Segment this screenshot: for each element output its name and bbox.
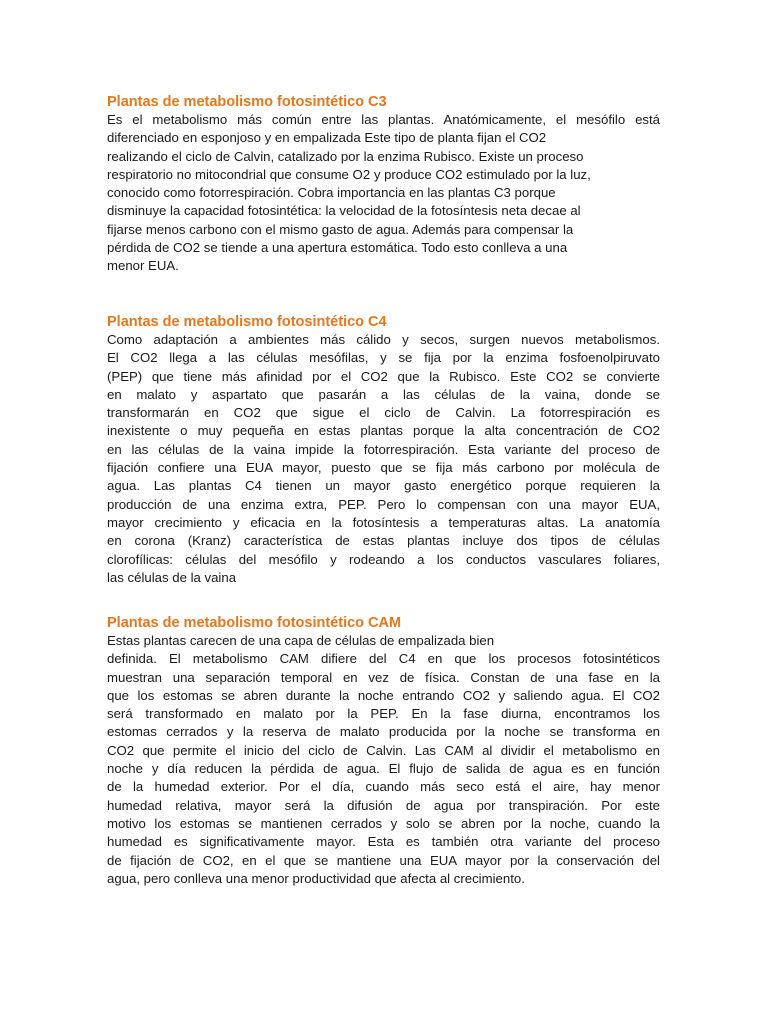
paragraph-line: que los estomas se abren durante la noche entrando CO2 y saliendo agua. El CO2 xyxy=(107,687,660,703)
paragraph-line: producción de una enzima extra, PEP. Pero lo compensan con una mayor EUA, xyxy=(107,496,660,512)
paragraph-line: agua. Las plantas C4 tienen un mayor gasto energético porque requieren la xyxy=(107,478,660,494)
paragraph-line: en las células de la vaina impide la fotorrespiración. Esta variante del proceso de xyxy=(107,441,660,457)
paragraph-line: fijación confiere una EUA mayor, puesto que se fija más carbono por molécula de xyxy=(107,460,660,476)
paragraph-line: (PEP) que tiene más afinidad por el CO2 que la Rubisco. Este CO2 se convierte xyxy=(107,368,660,384)
section-heading-c4: Plantas de metabolismo fotosintético C4 xyxy=(107,314,387,330)
paragraph-line: fijarse menos carbono con el mismo gasto de agua. Además para compensar la xyxy=(107,221,574,237)
section-c3 xyxy=(107,94,660,276)
paragraph-line: estomas cerrados y la reserva de malato producida por la noche se transforma en xyxy=(107,724,660,740)
section-c4 xyxy=(107,314,660,587)
section-heading-c3: Plantas de metabolismo fotosintético C3 xyxy=(107,94,387,110)
paragraph-line: respiratorio no mitocondrial que consume O2 y produce CO2 estimulado por la luz, xyxy=(107,166,591,182)
section-cam xyxy=(107,615,660,888)
section-body-c3 xyxy=(107,111,660,276)
paragraph-line: en malato y aspartato que pasarán a las células de la vaina, donde se xyxy=(107,386,660,402)
paragraph-line: transformarán en CO2 que sigue el ciclo de Calvin. La fotorrespiración es xyxy=(107,405,660,421)
paragraph-line: motivo los estomas se mantienen cerrados y solo se abren por la noche, cuando la xyxy=(107,815,660,831)
section-body-cam xyxy=(107,632,660,888)
paragraph-line: muestran una separación temporal en vez de física. Constan de una fase en la xyxy=(107,669,660,685)
paragraph-line: en corona (Kranz) característica de estas plantas incluye dos tipos de células xyxy=(107,533,660,549)
paragraph-line: de la humedad exterior. Por el día, cuando más seco está el aire, hay menor xyxy=(107,779,660,795)
paragraph-line: pérdida de CO2 se tiende a una apertura estomática. Todo esto conlleva a una xyxy=(107,240,568,256)
paragraph-line: menor EUA. xyxy=(107,258,179,274)
paragraph-line: realizando el ciclo de Calvin, catalizado por la enzima Rubisco. Existe un proceso xyxy=(107,148,584,164)
section-body-c4 xyxy=(107,331,660,587)
paragraph-line: conocido como fotorrespiración. Cobra importancia en las plantas C3 porque xyxy=(107,185,556,201)
paragraph-line: Estas plantas carecen de una capa de células de empalizada bien xyxy=(107,633,495,648)
paragraph-line: noche y día reducen la pérdida de agua. El flujo de salida de agua es en función xyxy=(107,761,660,777)
paragraph-line: humedad relativa, mayor será la difusión de agua por transpiración. Por este xyxy=(107,797,660,813)
paragraph-line: las células de la vaina xyxy=(107,569,237,585)
paragraph-line: Es el metabolismo más común entre las plantas. Anatómicamente, el mesófilo está xyxy=(107,112,660,127)
paragraph-line: diferenciado en esponjoso y en empalizada Este tipo de planta fijan el CO2 xyxy=(107,130,547,146)
section-heading-cam: Plantas de metabolismo fotosintético CAM xyxy=(107,615,402,631)
paragraph-line: El CO2 llega a las células mesófilas, y se fija por la enzima fosfoenolpiruvato xyxy=(107,350,660,366)
paragraph-line: será transformado en malato por la PEP. En la fase diurna, encontramos los xyxy=(107,706,660,722)
paragraph-line: de fijación de CO2, en el que se mantiene una EUA mayor por la conservación del xyxy=(107,852,660,868)
paragraph-line: clorofílicas: células del mesófilo y rodeando a los conductos vasculares foliares, xyxy=(107,551,660,567)
paragraph-line: inexistente o muy pequeña en estas plantas porque la alta concentración de CO2 xyxy=(107,423,660,439)
paragraph-line: agua, pero conlleva una menor productividad que afecta al crecimiento. xyxy=(107,870,525,886)
paragraph-line: humedad es significativamente mayor. Esta es también otra variante del proceso xyxy=(107,834,660,850)
paragraph-line: definida. El metabolismo CAM difiere del C4 en que los procesos fotosintéticos xyxy=(107,651,660,667)
paragraph-line: disminuye la capacidad fotosintética: la velocidad de la fotosíntesis neta decae al xyxy=(107,203,581,219)
paragraph-line: CO2 que permite el inicio del ciclo de Calvin. Las CAM al dividir el metabolismo en xyxy=(107,742,660,758)
paragraph-line: Como adaptación a ambientes más cálido y secos, surgen nuevos metabolismos. xyxy=(107,332,660,347)
paragraph-line: mayor crecimiento y eficacia en la fotosíntesis a temperaturas altas. La anatomía xyxy=(107,514,660,530)
